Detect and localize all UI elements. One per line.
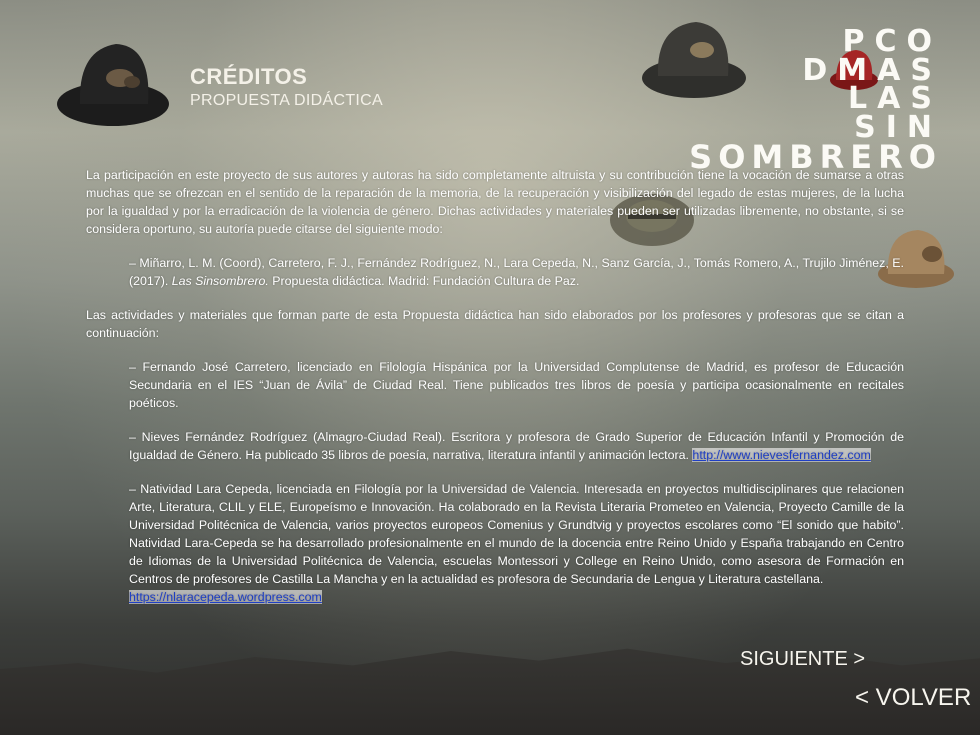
authors-list bbox=[86, 358, 904, 606]
citation-prefix: – Miñarro, L. M. (Coord), Carretero, F. J., Fernández Rodríguez, N., Lara Cepeda, N., Sanz García, J., Tomás Romero, A., Trujilo Jiménez, E. (2017). bbox=[129, 256, 904, 288]
citation-block bbox=[86, 254, 904, 290]
author-entry bbox=[129, 428, 904, 464]
logo-line: DMAS bbox=[802, 52, 942, 88]
author-text: – Fernando José Carretero, licenciado en Filología Hispánica por la Universidad Complutense de Madrid, es profesor de Educación Secundaria en el IES “Juan de Ávila” de Ciudad Real. Tiene publicados tres libros de poesía y participa ocasionalmente en recitales poéticos. bbox=[129, 360, 904, 410]
intro-paragraph: La participación en este proyecto de sus autores y autoras ha sido completamente altruista y su contribución tiene la vocación de sumarse a otras muchas que se ofrezcan en el sentido de la reparación de la memoria, de la recuperación y visibilización del legado de estas mujeres, de la lucha por la igualdad y por la erradicación de la violencia de género. Dichas actividades y materiales pueden ser utilizadas libremente, no obstante, si se considera oportuno, su autoría puede citarse del siguiente modo: bbox=[86, 168, 904, 236]
credits-body bbox=[86, 166, 904, 622]
back-button[interactable]: < VOLVER bbox=[855, 684, 972, 711]
author-text: – Natividad Lara Cepeda, licenciada en Filología por la Universidad de Valencia. Interesada en proyectos multidisciplinares que relacionen Arte, Literatura, CLIL y ELE, Europeísmo e Innovación. Ha colaborado en la Revista Literaria Prometeo en Valencia, Proyecto Camille de la Universidad Politécnica de Valencia, varios proyectos europeos Comenius y Grundtvig y proyectos escolares como “El sonido que habito”. Natividad Lara-Cepeda se ha desarrollado profesionalmente en el mundo de la docencia entre Reino Unido y España trabajando en Centro de Idiomas de la Universidad Politécnica de Valencia, escuelas Montessori y College en Reino Unido, como asesora de Formación en Centros de profesores de Castilla La Mancha y en la actualidad es profesora de Secundaria de Lengua y Literatura castellana. bbox=[129, 482, 904, 586]
logo-line: SIN bbox=[854, 109, 942, 145]
author-entry bbox=[129, 358, 904, 412]
page-subtitle: PROPUESTA DIDÁCTICA bbox=[190, 92, 383, 109]
sinsombrero-logo bbox=[689, 24, 942, 176]
authors-intro-paragraph: Las actividades y materiales que forman parte de esta Propuesta didáctica han sido elaborados por los profesores y profesoras que se citan a continuación: bbox=[86, 308, 904, 340]
page-title: CRÉDITOS bbox=[190, 64, 308, 89]
background-mountains bbox=[0, 615, 980, 735]
next-button[interactable]: SIGUIENTE > bbox=[740, 648, 866, 670]
logo-line: PCO bbox=[842, 24, 942, 59]
author-website-link[interactable]: http://www.nievesfernandez.com bbox=[692, 448, 871, 462]
citation-suffix: Propuesta didáctica. Madrid: Fundación Cultura de Paz. bbox=[268, 274, 580, 288]
black-hat-icon bbox=[56, 38, 174, 132]
author-website-link[interactable]: https://nlaracepeda.wordpress.com bbox=[129, 590, 322, 604]
logo-line: SOMBRERO bbox=[689, 138, 942, 176]
logo-line: LAS bbox=[848, 81, 942, 116]
citation-title: Las Sinsombrero. bbox=[171, 274, 269, 288]
author-entry bbox=[129, 480, 904, 606]
page-header bbox=[190, 64, 383, 110]
citation-paragraph bbox=[129, 254, 904, 290]
author-text: – Nieves Fernández Rodríguez (Almagro-Ciudad Real). Escritora y profesora de Grado Superior de Educación Infantil y Promoción de Igualdad de Género. Ha publicado 35 libros de poesía, narrativa, literatura infantil y animación lectora. bbox=[129, 430, 904, 462]
